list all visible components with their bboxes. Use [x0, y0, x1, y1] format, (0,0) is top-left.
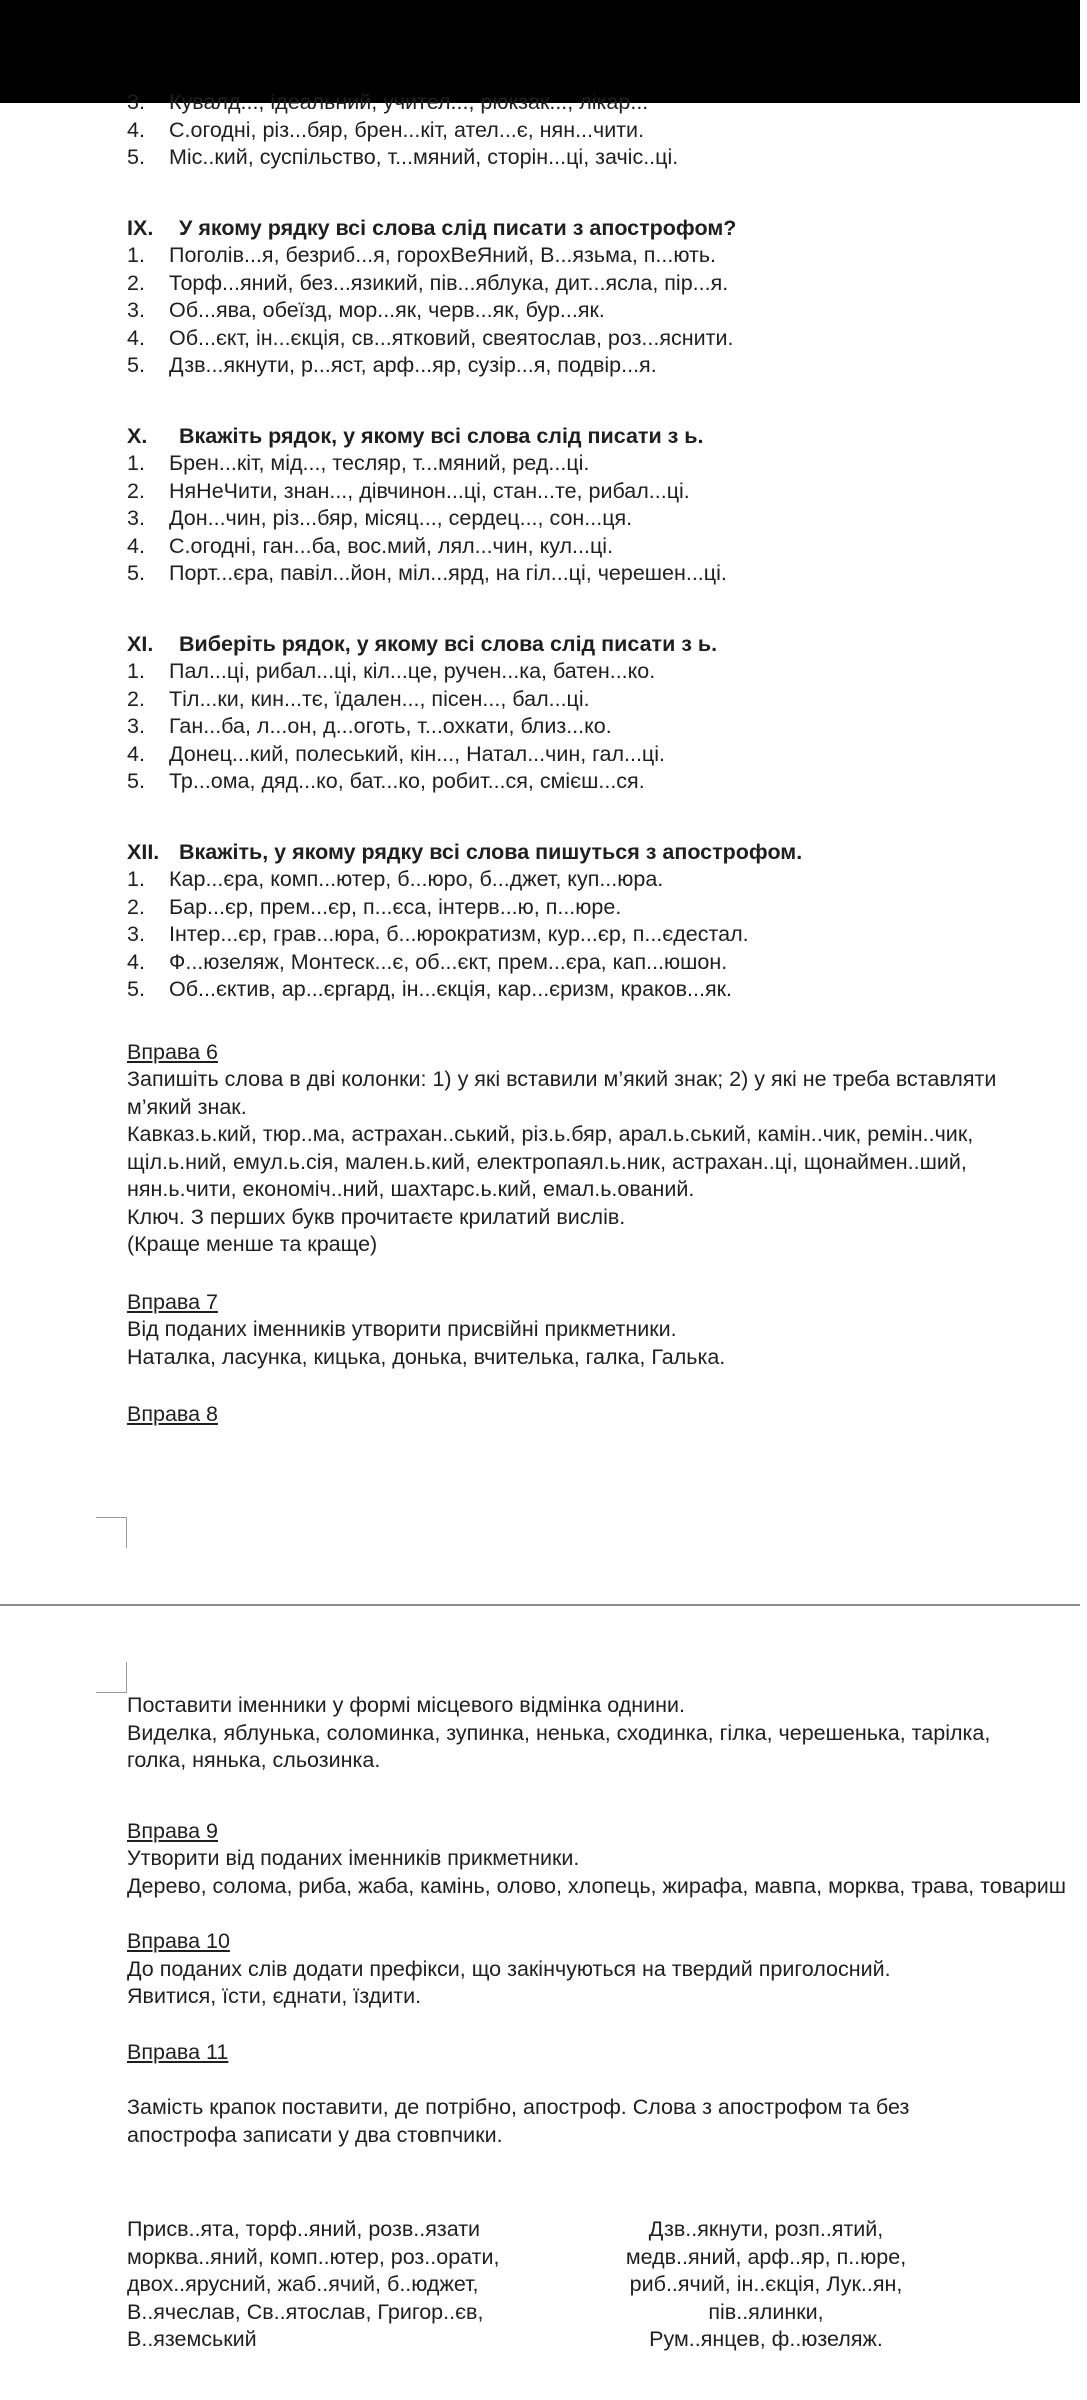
list-item: 4. С.огодні, ган...ба, вос.мий, лял...чин, кул...ці.: [127, 533, 614, 558]
exercise-7-text: Наталка, ласунка, кицька, донька, вчителька, галка, Галька.: [127, 1344, 726, 1369]
exercise-6-text: Кавказ.ь.кий, тюр..ма, астрахан..ський, різ.ь.бяр, арал.ь.ський, камін..чик, ремін..чик,: [127, 1122, 974, 1146]
question-heading-xi: XI. Виберіть рядок, у якому всі слова слід писати з ь.: [127, 631, 718, 656]
column-line: риб..ячий, ін..єкція, Лук..ян,: [629, 2272, 903, 2296]
exercise-6-text: Ключ. З перших букв прочитаєте крилатий вислів.: [127, 1204, 626, 1229]
list-item: 1. Поголів...я, безриб...я, горохВеЯний, В...язьма, п...ють.: [127, 243, 717, 267]
question-heading-xii: XII. Вкажіть, у якому рядку всі слова пишуться з апострофом.: [127, 839, 803, 864]
list-item: 4. Ф...юзеляж, Монтеск...є, об...єкт, прем...єра, кап...юшон.: [127, 949, 728, 974]
exercise-7-title: Вправа 7: [127, 1289, 218, 1314]
list-item: 3. Дон...чин, різ...бяр, місяц..., сердец..., сон...ця.: [127, 506, 633, 530]
list-item: 1. Кар...єра, комп...ютер, б...юро, б...джет, куп...юра.: [127, 867, 664, 891]
question-heading-x: X. Вкажіть рядок, у якому всі слова слід писати з ь.: [127, 423, 704, 448]
exercise-11-right-column: [596, 2216, 936, 2354]
exercise-10-text: Явитися, їсти, єднати, їздити.: [127, 1984, 422, 2008]
exercise-8-text: голка, нянька, сльозинка.: [127, 1748, 381, 1772]
exercise-9-text: Утворити від поданих іменників прикметники.: [127, 1846, 580, 1870]
list-item: 1. Брен...кіт, мід..., тесляр, т...мяний, ред...ці.: [127, 451, 590, 475]
list-item: 5. Об...єктив, ар...єргард, ін...єкція, кар...єризм, краков...як.: [127, 977, 732, 1001]
exercise-9-text: Дерево, солома, риба, жаба, камінь, олово, хлопець, жирафа, мавпа, морква, трава, товариш: [127, 1873, 1067, 1898]
page-corner-mark: [96, 1517, 127, 1548]
page-2-content: [127, 1692, 1087, 2149]
list-item: 3. Кувалд..., ідеальний, учител..., рюкзак..., лікар...: [127, 90, 649, 114]
column-line: пів..ялинки,: [708, 2299, 824, 2324]
exercise-6-text: м’який знак.: [127, 1094, 247, 1119]
column-line: двох..ярусний, жаб..ячий, б..юджет,: [127, 2272, 479, 2296]
list-item: 5. Тр...ома, дяд...ко, бат...ко, робит...ся, смієш...ся.: [127, 769, 645, 793]
document-page-1: [0, 90, 1080, 1600]
column-line: В..ячеслав, Св..ятослав, Григор..єв,: [127, 2299, 484, 2324]
top-black-bar: [0, 0, 1080, 103]
exercise-11-left-column: [127, 2216, 499, 2354]
question-heading-ix: IX. У якому рядку всі слова слід писати з апострофом?: [127, 215, 737, 240]
page-1-content: [127, 90, 1087, 1429]
list-item: 4. Об...єкт, ін...єкція, св...ятковий, свеятослав, роз...яснити.: [127, 325, 734, 350]
column-line: В..яземський: [127, 2327, 257, 2351]
exercise-6-text: нян.ь.чити, економіч..ний, шахтарс.ь.кий, емал.ь.ований.: [127, 1177, 695, 1201]
list-item: 2. Тіл...ки, кин...тє, їдален..., пісен..., бал...ці.: [127, 686, 590, 711]
column-line: Рум..янцев, ф..юзеляж.: [649, 2327, 883, 2351]
column-line: Присв..ята, торф..яний, розв..язати: [127, 2217, 481, 2241]
exercise-11-text: апострофа записати у два стовпчики.: [127, 2122, 503, 2147]
exercise-10-text: До поданих слів додати префікси, що закінчуються на твердий приголосний.: [127, 1956, 891, 1981]
exercise-6-title: Вправа 6: [127, 1039, 218, 1064]
exercise-8-text: Виделка, яблунька, соломинка, зупинка, ненька, сходинка, гілка, черешенька, тарілка,: [127, 1720, 991, 1745]
partial-list-top: [127, 89, 1087, 172]
exercise-6-text: Запишіть слова в дві колонки: 1) у які вставили м’який знак; 2) у які не треба вставляти: [127, 1067, 997, 1091]
exercise-6-text: щіл.ь.ний, емул.ь.сія, мален.ь.кий, електропаял.ь.ник, астрахан..ці, щонаймен..ший,: [127, 1149, 967, 1174]
exercise-7-text: Від поданих іменників утворити присвійні прикметники.: [127, 1317, 677, 1341]
exercise-10-title: Вправа 10: [127, 1929, 230, 1953]
exercise-6-text: (Краще менше та краще): [127, 1232, 378, 1256]
column-line: медв..яний, арф..яр, п..юре,: [625, 2244, 907, 2269]
exercise-8-title: Вправа 8: [127, 1402, 218, 1426]
list-item: 1. Пал...ці, рибал...ці, кіл...це, ручен...ка, батен...ко.: [127, 659, 656, 683]
list-item: 5. Дзв...якнути, р...яст, арф...яр, сузір...я, подвір...я.: [127, 353, 657, 377]
list-item: 5. Порт...єра, павіл...йон, міл...ярд, на гіл...ці, черешен...ці.: [127, 561, 727, 585]
list-item: 3. Інтер...єр, грав...юра, б...юрократизм, кур...єр, п...єдестал.: [127, 922, 749, 946]
list-item: 3. Об...ява, обеїзд, мор...як, черв...як, бур...як.: [127, 298, 605, 322]
column-line: Дзв..якнути, розп..ятий,: [648, 2217, 884, 2241]
document-page-2: [0, 1606, 1080, 2400]
list-item: 2. НяНеЧити, знан..., дівчинон...ці, стан...те, рибал...ці.: [127, 478, 690, 503]
list-item: 3. Ган...ба, л...он, д...оготь, т...охкати, близ...ко.: [127, 714, 612, 738]
list-item: 2. Торф...яний, без...язикий, пів...яблука, дит...ясла, пір...я.: [127, 270, 729, 295]
list-item: 2. Бар...єр, прем...єр, п...єса, інтерв...ю, п...юре.: [127, 894, 622, 919]
exercise-9-title: Вправа 9: [127, 1818, 218, 1843]
exercise-11-text: Замість крапок поставити, де потрібно, апостроф. Слова з апострофом та без: [127, 2095, 910, 2119]
list-item: 4. Донец...кий, полеський, кін..., Натал...чин, гал...ці.: [127, 741, 666, 766]
column-line: морква..яний, комп..ютер, роз..орати,: [127, 2244, 500, 2269]
exercise-11-title: Вправа 11: [127, 2039, 229, 2064]
list-item: 4. С.огодні, різ...бяр, брен...кіт, ател...є, нян...чити.: [127, 117, 645, 142]
exercise-8-text: Поставити іменники у формі місцевого відмінка однини.: [127, 1693, 686, 1717]
list-item: 5. Міс..кий, суспільство, т...мяний, сторін...ці, зачіс..ці.: [127, 145, 679, 169]
